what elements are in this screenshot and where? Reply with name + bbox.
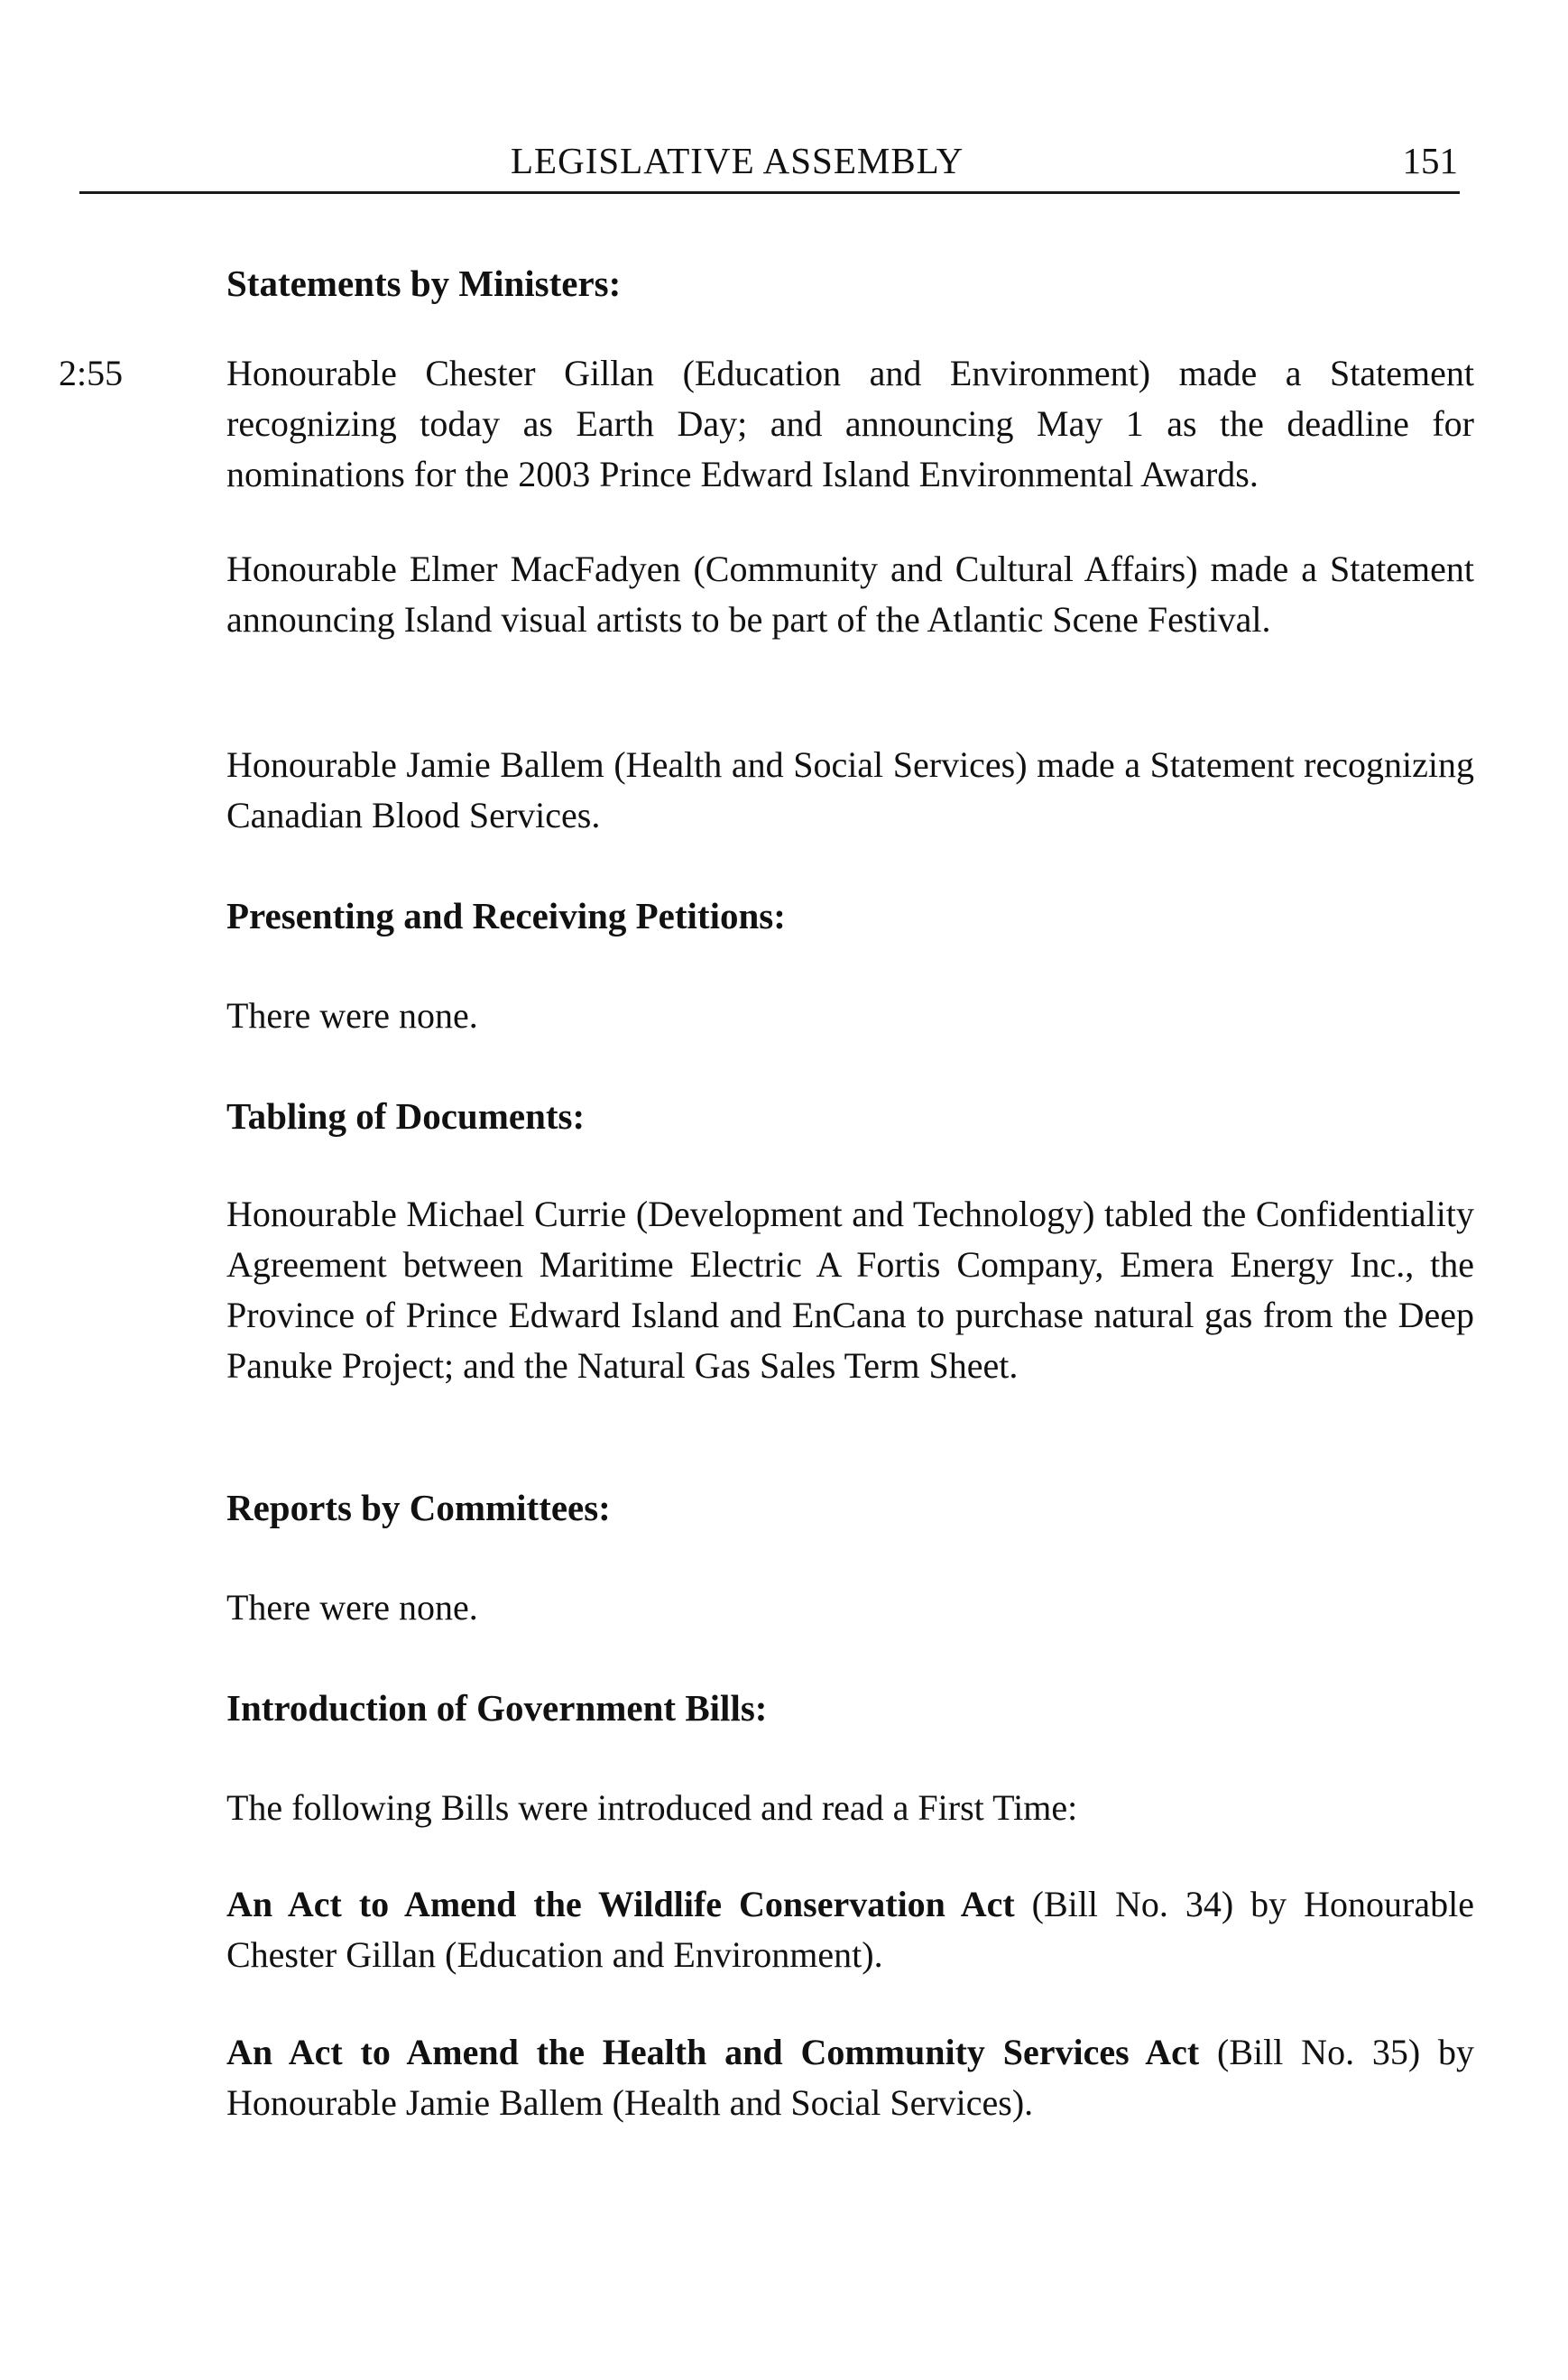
margin-timestamp: 2:55: [59, 353, 124, 393]
statement-paragraph-gillan: Honourable Chester Gillan (Education and Environment) made a Statement recognizing today as Earth Day; and announcing May 1 as the deadline for nominations for the 2003 Prince Edward Island Environmental Awards.: [226, 353, 1474, 494]
heading-petitions: Presenting and Receiving Petitions:: [226, 895, 786, 936]
petitions-text: There were none.: [226, 995, 478, 1036]
running-header: [79, 137, 1460, 194]
header-title: LEGISLATIVE ASSEMBLY: [511, 140, 964, 181]
committees-text: There were none.: [226, 1587, 478, 1628]
tabling-paragraph-currie: Honourable Michael Currie (Development and Technology) tabled the Confidentiality Agreement between Maritime Electric A Fortis Company, Emera Energy Inc., the Province of Prince Edward Island and EnCana to purchase natural gas from the Deep Panuke Project; and the Natural Gas Sales Term Sheet.: [226, 1194, 1474, 1386]
statement-paragraph-ballem: Honourable Jamie Ballem (Health and Social Services) made a Statement recognizing Canadian Blood Services.: [226, 744, 1474, 835]
bill-details: (Bill No. 35) by Honourable Jamie Ballem (Health and Social Services).: [226, 2032, 1475, 2123]
bill-title: An Act to Amend the Wildlife Conservation Act: [226, 1884, 1015, 1924]
statement-paragraph-macfadyen: Honourable Elmer MacFadyen (Community and Cultural Affairs) made a Statement announcing Island visual artists to be part of the Atlantic Scene Festival.: [226, 549, 1474, 640]
heading-statements-by-ministers: Statements by Ministers:: [226, 263, 622, 304]
bill-title: An Act to Amend the Health and Community Services Act: [226, 2032, 1200, 2072]
bill-details: (Bill No. 34) by Honourable Chester Gillan (Education and Environment).: [226, 1884, 1474, 1975]
bill-paragraph-35: [226, 2027, 1474, 2128]
heading-introduction-of-government-bills: Introduction of Government Bills:: [226, 1687, 768, 1729]
heading-tabling-of-documents: Tabling of Documents:: [226, 1095, 586, 1137]
heading-reports-by-committees: Reports by Committees:: [226, 1487, 611, 1528]
bill-paragraph-34: [226, 1879, 1474, 1980]
page-number: 151: [1402, 140, 1458, 181]
bills-intro: The following Bills were introduced and read a First Time:: [226, 1787, 1078, 1828]
